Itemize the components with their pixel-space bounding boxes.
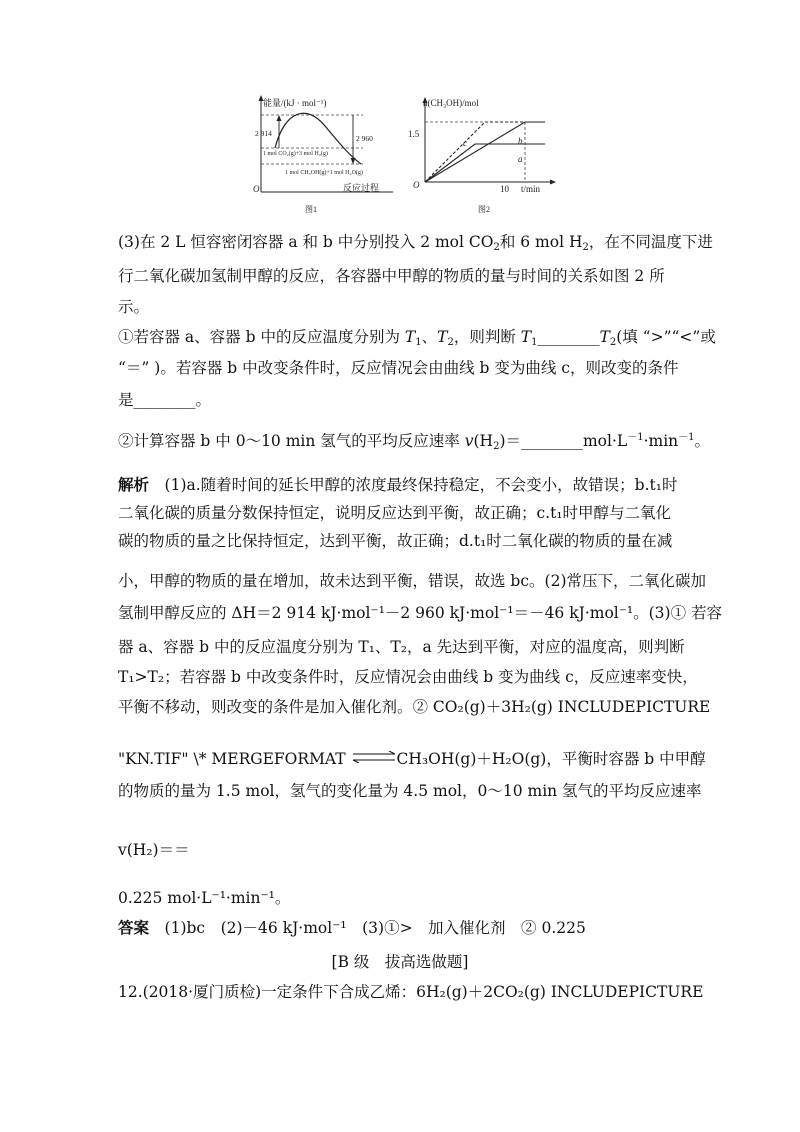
analysis-line-9: "KN.TIF" \* MERGEFORMAT CH₃OH(g)＋H₂O(g)，平衡时容器 b 中甲醇: [118, 750, 706, 768]
q3-line-4: ①若容器 a、容器 b 中的反应温度分别为 $T_1$、$T_2$，则判断 $T_1\_\_\_\_\_\_\_\_T_2$(填 “>”“<”或: [118, 328, 716, 348]
energy-diagram: [245, 92, 395, 217]
fig2-series-c: [425, 122, 545, 182]
fig2-x-arrow: [550, 180, 556, 185]
analysis-line-10: 的物质的量为 1.5 mol，氢气的变化量为 4.5 mol，0～10 min 氢气的平均反应速率: [118, 782, 702, 800]
fig1-products: 1 mol CH₃OH(g)+1 mol H₂O(g): [285, 170, 363, 176]
analysis-line-5: 氢制甲醇反应的 ΔH＝2 914 kJ·mol⁻¹－2 960 kJ·mol⁻¹＝－46 kJ·mol⁻¹。(3)① 若容: [118, 604, 723, 622]
fig2-series-a: [425, 144, 545, 182]
analysis-line-6: 器 a、容器 b 中的反应温度分别为 T₁、T₂，a 先达到平衡，对应的温度高，则判断: [118, 638, 685, 656]
analysis-line-2: 二氧化碳的质量分数保持恒定，说明反应达到平衡，故正确；c.t₁时甲醇与二氧化: [118, 504, 672, 522]
section-heading: [B 级 拔高选做题]: [331, 953, 469, 971]
fig2-origin: O: [413, 180, 420, 190]
fig1-ylabel: 能量/(kJ · mol⁻¹): [263, 98, 327, 108]
fig1-left-arrowhead: [277, 115, 282, 121]
q3-line-7: ②计算容器 b 中 0～10 min 氢气的平均反应速率 $v(H_2)=\_\_\_\_\_\_\_\_mol\cdot L^{-1}\cdot\min^{-1}$。: [118, 432, 711, 452]
analysis-line-12: 0.225 mol·L⁻¹·min⁻¹。: [118, 889, 291, 907]
fig1-right-arrowhead: [351, 158, 356, 164]
analysis-line-8: 平衡不移动，则改变的条件是加入催化剂。② CO₂(g)＋3H₂(g) INCLUDEPICTURE: [118, 698, 711, 716]
fig1-caption: 图1: [305, 205, 317, 214]
answer-label: 答案: [118, 918, 150, 937]
q3-line-6: 是________。: [118, 391, 212, 409]
answer-line: 答案 (1)bc (2)－46 kJ·mol⁻¹ (3)①> 加入催化剂 ② 0.225: [118, 918, 586, 937]
q3-line-3: 示。: [118, 298, 150, 316]
analysis-line-11: v(H₂)＝＝: [118, 841, 190, 859]
fig2-series-b: [425, 122, 545, 182]
q3-line-2: 行二氧化碳加氢制甲醇的反应，各容器中甲醇的物质的量与时间的关系如图 2 所: [118, 267, 665, 285]
equilibrium-arrow-icon: [351, 751, 397, 763]
fig2-label-c: c: [463, 138, 467, 148]
fig1-reactants: 1 mol CO₂(g)+3 mol H₂(g): [263, 151, 328, 157]
q12-line: 12.(2018·厦门质检)一定条件下合成乙烯：6H₂(g)＋2CO₂(g) INCLUDEPICTURE: [118, 983, 704, 1001]
fig1-right-value: 2 960: [356, 134, 373, 143]
analysis-line-1: 解析 (1)a.随着时间的延长甲醇的浓度最终保持稳定，不会变小，故错误；b.t₁时: [118, 475, 678, 494]
fig2-caption: 图2: [478, 205, 490, 214]
fig1-xlabel: 反应过程: [343, 183, 380, 193]
fig1-left-value: 2 914: [255, 129, 272, 138]
fig2-x-tick: 10: [500, 184, 509, 194]
analysis-line-7: T₁>T₂；若容器 b 中改变条件时，反应情况会由曲线 b 变为曲线 c，反应速率变快，: [118, 668, 698, 686]
q3-line-5: “＝” )。若容器 b 中改变条件时，反应情况会由曲线 b 变为曲线 c，则改变的条件: [118, 359, 679, 377]
analysis-label: 解析: [118, 475, 150, 494]
analysis-line-3: 碳的物质的量之比保持恒定，达到平衡，故正确；d.t₁时二氧化碳的物质的量在减: [118, 532, 673, 550]
fig2-label-a: a: [518, 154, 523, 164]
fig1-origin: O: [253, 184, 260, 194]
fig2-label-b: b: [518, 136, 523, 146]
fig2-y-tick: 1.5: [408, 129, 420, 139]
fig2-plot: [423, 97, 557, 185]
analysis-line-4: 小，甲醇的物质的量在增加，故未达到平衡，错误，故选 bc。(2)常压下，二氧化碳加: [118, 572, 706, 590]
methanol-chart: [403, 92, 563, 217]
q3-line-1: (3)在 2 L 恒容密闭容器 a 和 b 中分别投入 2 mol $CO_2$和 6 mol $H_2$，在不同温度下进: [118, 233, 713, 253]
fig2-ylabel: n(CH₃OH)/mol: [423, 98, 479, 108]
fig2-xlabel: t/min: [521, 184, 541, 194]
